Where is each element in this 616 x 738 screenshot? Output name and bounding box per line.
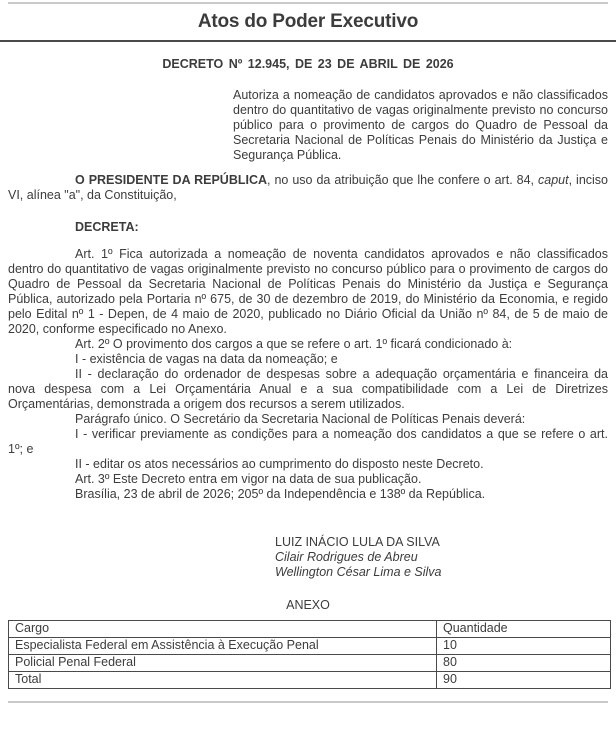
section-title: Atos do Poder Executivo	[197, 11, 419, 32]
article-1: Art. 1º Fica autorizada a nomeação de noventa candidatos aprovados e não classificados dentro do quantitativo de vagas originalmente previsto no concurso público para o provimento de cargos do Quadro de Pessoal da Secretaria Nacional de Políticas Penais do Ministério da Justiça e Segurança Pública, autorizado pela Portaria nº 675, de 30 de dezembro de 2019, do Ministério da Economia, e regido pelo Edital nº 1 - Depen, de 4 maio de 2020, publicado no Diário Oficial da União nº 84, de 5 de maio de 2020, conforme especificado no Anexo.	[8, 247, 608, 336]
table-row	[9, 638, 611, 655]
article-2: Art. 2º O provimento dos cargos a que se refere o art. 1º ficará condicionado à:	[75, 337, 513, 351]
cell-cargo: Policial Penal Federal	[9, 655, 437, 672]
cell-quantidade: 10	[437, 638, 611, 655]
sole-paragraph-item-2: II - editar os atos necessários ao cumprimento do disposto neste Decreto.	[75, 457, 484, 471]
closing-line: Brasília, 23 de abril de 2026; 205º da Independência e 138º da República.	[75, 487, 486, 501]
signature-president: LUIZ INÁCIO LULA DA SILVA	[275, 535, 440, 549]
preamble-paragraph	[8, 173, 608, 203]
cell-quantidade: 80	[437, 655, 611, 672]
top-divider	[8, 2, 608, 4]
annex-table	[8, 620, 611, 689]
sole-paragraph: Parágrafo único. O Secretário da Secretaria Nacional de Políticas Penais deverá:	[75, 412, 526, 426]
sole-paragraph-item-1: I - verificar previamente as condições para a nomeação dos candidatos a que se refere o art. 1º; e	[8, 427, 608, 456]
signature-minister-2: Wellington César Lima e Silva	[275, 565, 442, 579]
signature-minister-1: Cilair Rodrigues de Abreu	[275, 550, 418, 564]
title-rule	[0, 40, 616, 42]
bottom-divider	[8, 701, 608, 703]
table-row	[9, 655, 611, 672]
decreta-label: DECRETA:	[75, 220, 139, 234]
preamble-tail-text: , inciso VI, alínea "a", da Constituição,	[8, 173, 608, 202]
article-2-item-2: II - declaração do ordenador de despesas sobre a adequação orçamentária e financeira da nova despesa com a Lei Orçamentária Anual e a sua compatibilidade com a Lei de Diretrizes Orçamentárias, demonstrada a origem dos recursos a serem utilizados.	[8, 367, 608, 411]
table-row	[9, 672, 611, 689]
preamble-italic-text: caput	[538, 173, 569, 187]
cell-cargo-total: Total	[9, 672, 437, 689]
decree-heading: DECRETO Nº 12.945, DE 23 DE ABRIL DE 2026	[162, 57, 454, 71]
preamble-text: , no uso da atribuição que lhe confere o art. 84,	[267, 173, 538, 187]
header-cell-cargo: Cargo	[9, 621, 437, 638]
cell-quantidade-total: 90	[437, 672, 611, 689]
decree-summary: Autoriza a nomeação de candidatos aprovados e não classificados dentro do quantitativo de vagas originalmente previsto no concurso público para o provimento de cargos do Quadro de Pessoal da Secretaria Nacional de Políticas Penais do Ministério da Justiça e Segurança Pública.	[233, 88, 608, 162]
signature-block	[275, 535, 608, 580]
article-2-item-1: I - existência de vagas na data da nomeação; e	[75, 352, 338, 366]
header-cell-quantidade: Quantidade	[437, 621, 611, 638]
table-header-row	[9, 621, 611, 638]
preamble-bold-text: O PRESIDENTE DA REPÚBLICA	[75, 173, 268, 187]
cell-cargo: Especialista Federal em Assistência à Execução Penal	[9, 638, 437, 655]
article-3: Art. 3º Este Decreto entra em vigor na data de sua publicação.	[75, 472, 422, 486]
annex-title: ANEXO	[286, 598, 330, 612]
